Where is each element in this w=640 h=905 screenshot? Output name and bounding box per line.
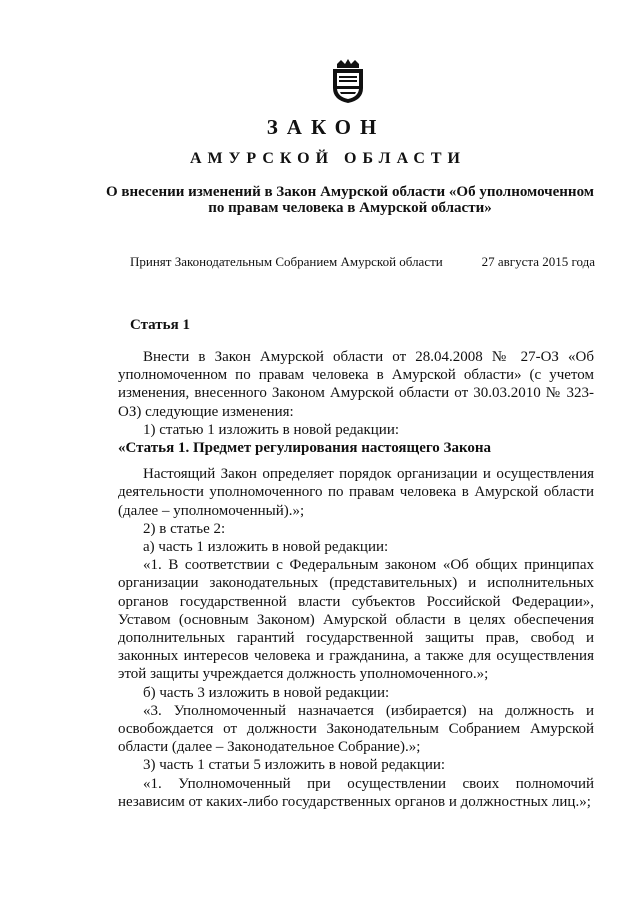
law-subtitle-line-1: О внесении изменений в Закон Амурской области «Об уполномоченном [105, 184, 595, 200]
paragraph: «1. Уполномоченный при осуществлении своих полномочий независим от каких-либо государственных органов и должностных лиц.»; [118, 775, 594, 810]
paragraph: Внести в Закон Амурской области от 28.04.2008 № 27-ОЗ «Об уполномоченном по правам человека в Амурской области» (с учетом изменения, внесенного Законом Амурской области от 30.03.2010 № 323-ОЗ) следующие изменения: [118, 349, 594, 420]
article-heading: Статья 1 [130, 317, 190, 333]
article-body [118, 348, 594, 811]
paragraph: Настоящий Закон определяет порядок организации и осуществления деятельности уполномоченного по правам человека в Амурской области (далее – уполномоченный).»; [118, 466, 594, 519]
article-quoted-heading: «Статья 1. Предмет регулирования настоящего Закона [118, 440, 492, 457]
paragraph: 2) в статье 2: [143, 520, 226, 537]
adopting-body: Принят Законодательным Собранием Амурской области [130, 254, 443, 269]
paragraph: «1. В соответствии с Федеральным законом «Об общих принципах организации законодательных (представительных) и исполнительных органов государственной власти субъектов Российской Федерации», Уставом (основным Законом) Амурской области в целях обеспечения дополнительных гарантий государственной защиты прав, свобод и законных интересов человека и гражданина, а также для осуществления этой защиты учреждается должность уполномоченного.»; [118, 557, 594, 683]
law-subtitle-line-2: по правам человека в Амурской области» [208, 200, 492, 216]
paragraph: «3. Уполномоченный назначается (избирается) на должность и освобождается от должности Законодательным Собранием Амурской области (далее – Законодательное Собрание).»; [118, 702, 594, 756]
paragraph: а) часть 1 изложить в новой редакции: [143, 539, 389, 556]
paragraph: 3) часть 1 статьи 5 изложить в новой редакции: [143, 757, 446, 774]
law-subtitle [100, 184, 600, 216]
region-name: АМУРСКОЙ ОБЛАСТИ [190, 150, 466, 167]
law-title: ЗАКОН [266, 115, 386, 139]
paragraph: 1) статью 1 изложить в новой редакции: [143, 421, 400, 438]
paragraph: б) часть 3 изложить в новой редакции: [143, 684, 390, 701]
amur-region-coat-of-arms-icon [329, 58, 367, 104]
adoption-date: 27 августа 2015 года [481, 254, 595, 269]
